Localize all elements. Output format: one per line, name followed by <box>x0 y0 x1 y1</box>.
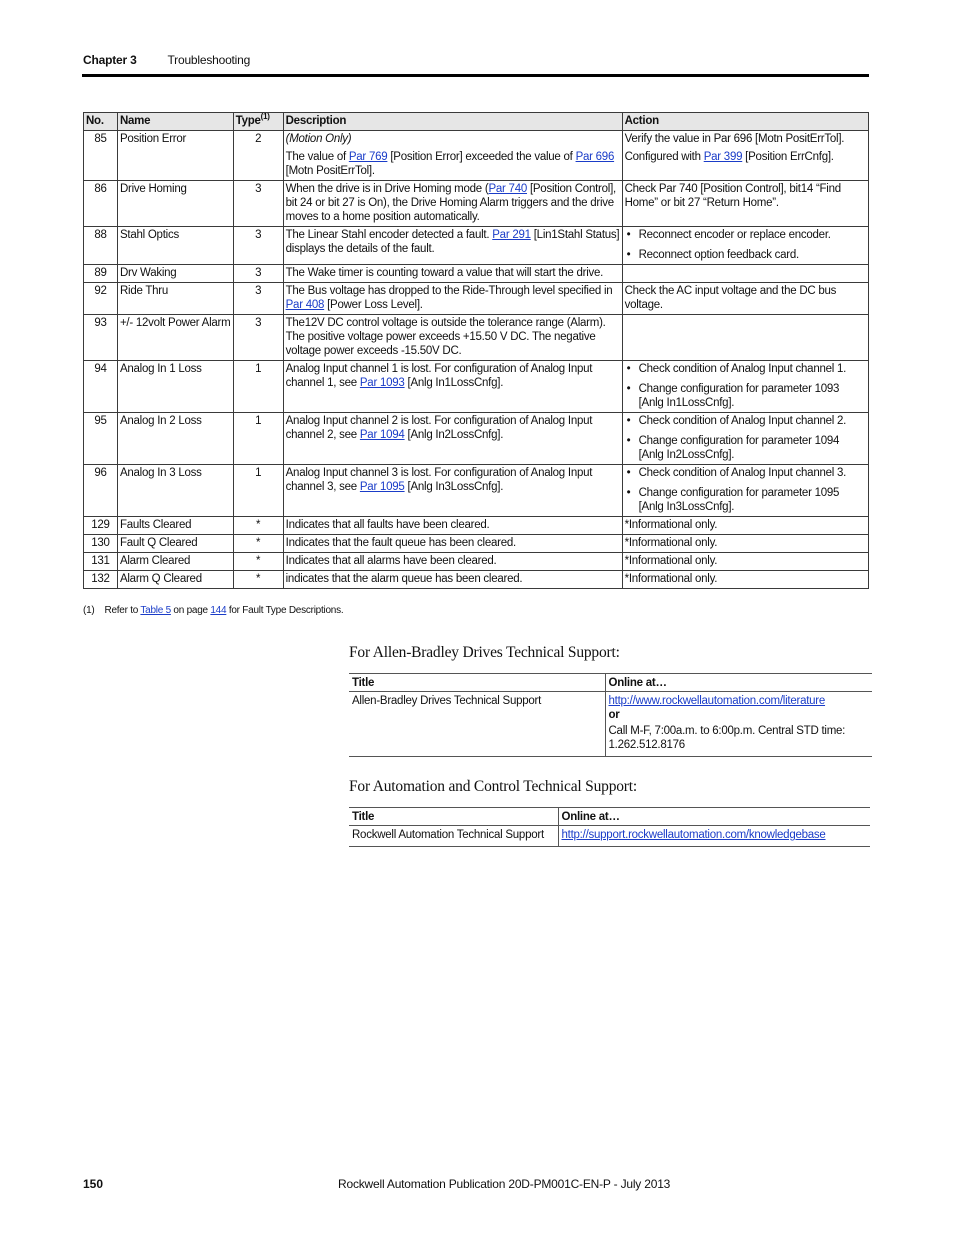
text-run: The value of <box>285 151 349 163</box>
fault-description <box>283 181 622 227</box>
parameter-link[interactable]: Par 1095 <box>359 481 405 493</box>
ra-col-title: Title <box>349 808 558 826</box>
text-run: Verify the value in Par 696 [Motn PositErrTol]. <box>624 133 845 145</box>
parameter-link[interactable]: Par 1094 <box>359 429 405 441</box>
or-label: or <box>608 709 620 721</box>
ra-col-online: Online at… <box>558 808 870 826</box>
fault-type: 3 <box>233 283 283 315</box>
action-item: • Check condition of Analog Input channel 2. <box>625 414 866 428</box>
col-action: Action <box>622 113 868 131</box>
running-header <box>83 53 250 67</box>
col-description: Description <box>283 113 622 131</box>
action-paragraph <box>625 554 866 568</box>
fault-table <box>83 112 869 589</box>
col-name: Name <box>117 113 233 131</box>
action-item: • Check condition of Analog Input channel 1. <box>625 362 866 376</box>
fault-name: Position Error <box>117 131 233 181</box>
fault-type: * <box>233 535 283 553</box>
fault-number: 96 <box>84 465 118 517</box>
ra-support-heading: For Automation and Control Technical Support: <box>349 778 637 795</box>
fault-row <box>84 227 869 265</box>
text-run: Analog Input channel 3 is lost. For configuration of Analog Input channel 3, see <box>285 467 593 493</box>
ra-row-online <box>558 826 870 847</box>
fault-description <box>283 517 622 535</box>
fault-description <box>283 315 622 361</box>
fault-type: * <box>233 553 283 571</box>
fault-name: Alarm Cleared <box>117 553 233 571</box>
description-paragraph <box>286 466 620 494</box>
fault-number: 95 <box>84 413 118 465</box>
action-list <box>625 466 866 514</box>
footnote-text-mid: on page <box>170 605 211 616</box>
fault-name: Alarm Q Cleared <box>117 571 233 589</box>
fault-type: 1 <box>233 413 283 465</box>
text-run: *Informational only. <box>624 573 718 585</box>
fault-row <box>84 181 869 227</box>
fault-description <box>283 131 622 181</box>
text-run: Check Par 740 [Position Control], bit14 “Find Home” or bit 27 “Return Home”. <box>624 183 841 209</box>
description-paragraph <box>286 132 620 146</box>
fault-type: 3 <box>233 227 283 265</box>
call-hours-text: Call M-F, 7:00a.m. to 6:00p.m. Central STD time: 1.262.512.8176 <box>608 725 846 751</box>
fault-number: 132 <box>84 571 118 589</box>
description-paragraph <box>286 228 620 256</box>
fault-action <box>622 227 868 265</box>
text-run: Indicates that the fault queue has been cleared. <box>285 537 516 549</box>
fault-name: Stahl Optics <box>117 227 233 265</box>
text-run: When the drive is in Drive Homing mode ( <box>285 183 489 195</box>
parameter-link[interactable]: Par 769 <box>348 151 388 163</box>
fault-action <box>622 553 868 571</box>
action-item: • Change configuration for parameter 1094 [Anlg In2LossCnfg]. <box>625 434 866 462</box>
fault-number: 86 <box>84 181 118 227</box>
description-paragraph <box>286 362 620 390</box>
page-144-link[interactable]: 144 <box>210 605 227 616</box>
fault-row <box>84 517 869 535</box>
header-rule <box>82 74 869 77</box>
fault-row <box>84 571 869 589</box>
text-run: *Informational only. <box>624 555 718 567</box>
fault-row <box>84 315 869 361</box>
publication-info: Rockwell Automation Publication 20D-PM001C-EN-P - July 2013 <box>338 1177 671 1191</box>
fault-name: Analog In 2 Loss <box>117 413 233 465</box>
page-number: 150 <box>83 1177 104 1191</box>
fault-name: Ride Thru <box>117 283 233 315</box>
action-paragraph <box>625 182 866 210</box>
text-run: [Position Error] exceeded the value of <box>387 151 576 163</box>
text-run: Analog Input channel 1 is lost. For configuration of Analog Input channel 1, see <box>285 363 593 389</box>
text-run: Indicates that all faults have been cleared. <box>285 519 490 531</box>
fault-type: 1 <box>233 361 283 413</box>
text-run: Indicates that all alarms have been cleared. <box>285 555 497 567</box>
chapter-label: Chapter 3 <box>83 53 137 67</box>
fault-description <box>283 571 622 589</box>
fault-row <box>84 361 869 413</box>
description-paragraph <box>286 316 620 358</box>
action-item: • Change configuration for parameter 1095 [Anlg In3LossCnfg]. <box>625 486 866 514</box>
text-run: Check the AC input voltage and the DC bus voltage. <box>624 285 837 311</box>
footnote-text-pre: Refer to <box>104 605 141 616</box>
fault-action <box>622 361 868 413</box>
parameter-link[interactable]: Par 740 <box>488 183 527 195</box>
text-run: The Bus voltage has dropped to the Ride-Through level specified in <box>285 285 613 297</box>
col-type-label: Type <box>235 115 261 127</box>
fault-description <box>283 413 622 465</box>
fault-number: 94 <box>84 361 118 413</box>
text-run: Configured with <box>624 151 704 163</box>
text-run: The Wake timer is counting toward a value that will start the drive. <box>285 267 604 279</box>
fault-row <box>84 131 869 181</box>
fault-type: 1 <box>233 465 283 517</box>
fault-action <box>622 181 868 227</box>
fault-number: 129 <box>84 517 118 535</box>
fault-number: 131 <box>84 553 118 571</box>
ab-support-table <box>349 673 872 757</box>
fault-row <box>84 535 869 553</box>
fault-description <box>283 465 622 517</box>
fault-action <box>622 283 868 315</box>
description-paragraph <box>286 182 620 224</box>
fault-number: 89 <box>84 265 118 283</box>
description-paragraph <box>286 554 620 568</box>
ra-support-table <box>349 807 870 847</box>
fault-description <box>283 535 622 553</box>
fault-row <box>84 553 869 571</box>
text-run: [Position Control], bit 24 or bit 27 is On), the Drive Homing Alarm triggers and the drive moves to a home position automatically. <box>285 183 616 223</box>
action-paragraph <box>625 132 866 146</box>
footnote-number: (1) <box>83 605 95 616</box>
table-footnote <box>83 605 343 616</box>
action-item: • Change configuration for parameter 1093 [Anlg In1LossCnfg]. <box>625 382 866 410</box>
text-run: [Power Loss Level]. <box>324 299 423 311</box>
fault-number: 88 <box>84 227 118 265</box>
description-paragraph <box>286 284 620 312</box>
text-run: *Informational only. <box>624 519 718 531</box>
table-5-link[interactable]: Table 5 <box>140 605 171 616</box>
action-paragraph <box>625 572 866 586</box>
fault-type: 2 <box>233 131 283 181</box>
literature-link[interactable]: http://www.rockwellautomation.com/literature <box>608 695 826 707</box>
ab-support-header-row <box>349 674 872 692</box>
fault-description <box>283 553 622 571</box>
description-paragraph <box>286 150 620 178</box>
fault-action <box>622 315 868 361</box>
ra-row-title: Rockwell Automation Technical Support <box>349 826 558 847</box>
text-run: *Informational only. <box>624 537 718 549</box>
fault-action <box>622 131 868 181</box>
text-run: [Position ErrCnfg]. <box>742 151 834 163</box>
fault-number: 130 <box>84 535 118 553</box>
text-run: [Anlg In2LossCnfg]. <box>404 429 504 441</box>
footnote-text-post: for Fault Type Descriptions. <box>226 605 344 616</box>
ab-col-online: Online at… <box>605 674 872 692</box>
fault-table-body <box>84 131 869 589</box>
action-paragraph <box>625 536 866 550</box>
parameter-link[interactable]: Par 696 <box>575 151 615 163</box>
action-paragraph <box>625 284 866 312</box>
ra-support-header-row <box>349 808 870 826</box>
parameter-link[interactable]: Par 408 <box>285 299 325 311</box>
fault-table-header <box>84 113 869 131</box>
description-paragraph <box>286 536 620 550</box>
fault-action <box>622 517 868 535</box>
fault-action <box>622 413 868 465</box>
ab-col-title: Title <box>349 674 605 692</box>
ab-support-row <box>349 692 872 757</box>
action-list <box>625 362 866 410</box>
knowledgebase-link[interactable]: http://support.rockwellautomation.com/knowledgebase <box>561 829 826 841</box>
action-paragraph <box>625 150 866 164</box>
fault-type: 3 <box>233 265 283 283</box>
fault-name: Drv Waking <box>117 265 233 283</box>
fault-action <box>622 265 868 283</box>
text-run: The Linear Stahl encoder detected a fault. <box>285 229 493 241</box>
fault-number: 85 <box>84 131 118 181</box>
text-run: [Motn PositErrTol]. <box>285 165 375 177</box>
text-run: The12V DC control voltage is outside the tolerance range (Alarm). The positive voltage power exceeds +15.50 V DC. The negative voltage power exceeds -15.50V DC. <box>285 317 606 357</box>
fault-action <box>622 465 868 517</box>
ab-support-heading: For Allen-Bradley Drives Technical Support: <box>349 644 620 661</box>
fault-name: Analog In 3 Loss <box>117 465 233 517</box>
fault-row <box>84 413 869 465</box>
fault-description <box>283 227 622 265</box>
action-list <box>625 414 866 462</box>
type-footnote-ref: (1) <box>260 112 270 122</box>
fault-name: Analog In 1 Loss <box>117 361 233 413</box>
text-run: [Anlg In1LossCnfg]. <box>404 377 504 389</box>
fault-type: * <box>233 571 283 589</box>
fault-number: 93 <box>84 315 118 361</box>
action-list <box>625 228 866 262</box>
fault-row <box>84 465 869 517</box>
text-run: indicates that the alarm queue has been cleared. <box>285 573 523 585</box>
col-no: No. <box>84 113 118 131</box>
fault-row <box>84 283 869 315</box>
fault-row <box>84 265 869 283</box>
action-paragraph <box>625 518 866 532</box>
parameter-link[interactable]: Par 1093 <box>359 377 405 389</box>
section-label: Troubleshooting <box>167 53 251 67</box>
text-run: (Motion Only) <box>285 133 352 145</box>
fault-description <box>283 283 622 315</box>
fault-name: Faults Cleared <box>117 517 233 535</box>
text-run: [Lin1Stahl Status] displays the details of the fault. <box>285 229 620 255</box>
parameter-link[interactable]: Par 291 <box>492 229 531 241</box>
fault-name: +/- 12volt Power Alarm <box>117 315 233 361</box>
fault-description <box>283 265 622 283</box>
description-paragraph <box>286 266 620 280</box>
fault-type: 3 <box>233 315 283 361</box>
fault-description <box>283 361 622 413</box>
description-paragraph <box>286 518 620 532</box>
fault-name: Fault Q Cleared <box>117 535 233 553</box>
fault-type: 3 <box>233 181 283 227</box>
description-paragraph <box>286 414 620 442</box>
text-run: [Anlg In3LossCnfg]. <box>404 481 504 493</box>
col-type <box>233 113 283 131</box>
ab-row-title: Allen-Bradley Drives Technical Support <box>349 692 605 757</box>
fault-type: * <box>233 517 283 535</box>
fault-action <box>622 571 868 589</box>
description-paragraph <box>286 572 620 586</box>
ra-support-row <box>349 826 870 847</box>
fault-number: 92 <box>84 283 118 315</box>
fault-action <box>622 535 868 553</box>
action-item: • Check condition of Analog Input channel 3. <box>625 466 866 480</box>
action-item: • Reconnect option feedback card. <box>625 248 866 262</box>
ab-row-online <box>605 692 872 757</box>
text-run: Analog Input channel 2 is lost. For configuration of Analog Input channel 2, see <box>285 415 593 441</box>
fault-name: Drive Homing <box>117 181 233 227</box>
action-item: • Reconnect encoder or replace encoder. <box>625 228 866 242</box>
parameter-link[interactable]: Par 399 <box>703 151 743 163</box>
